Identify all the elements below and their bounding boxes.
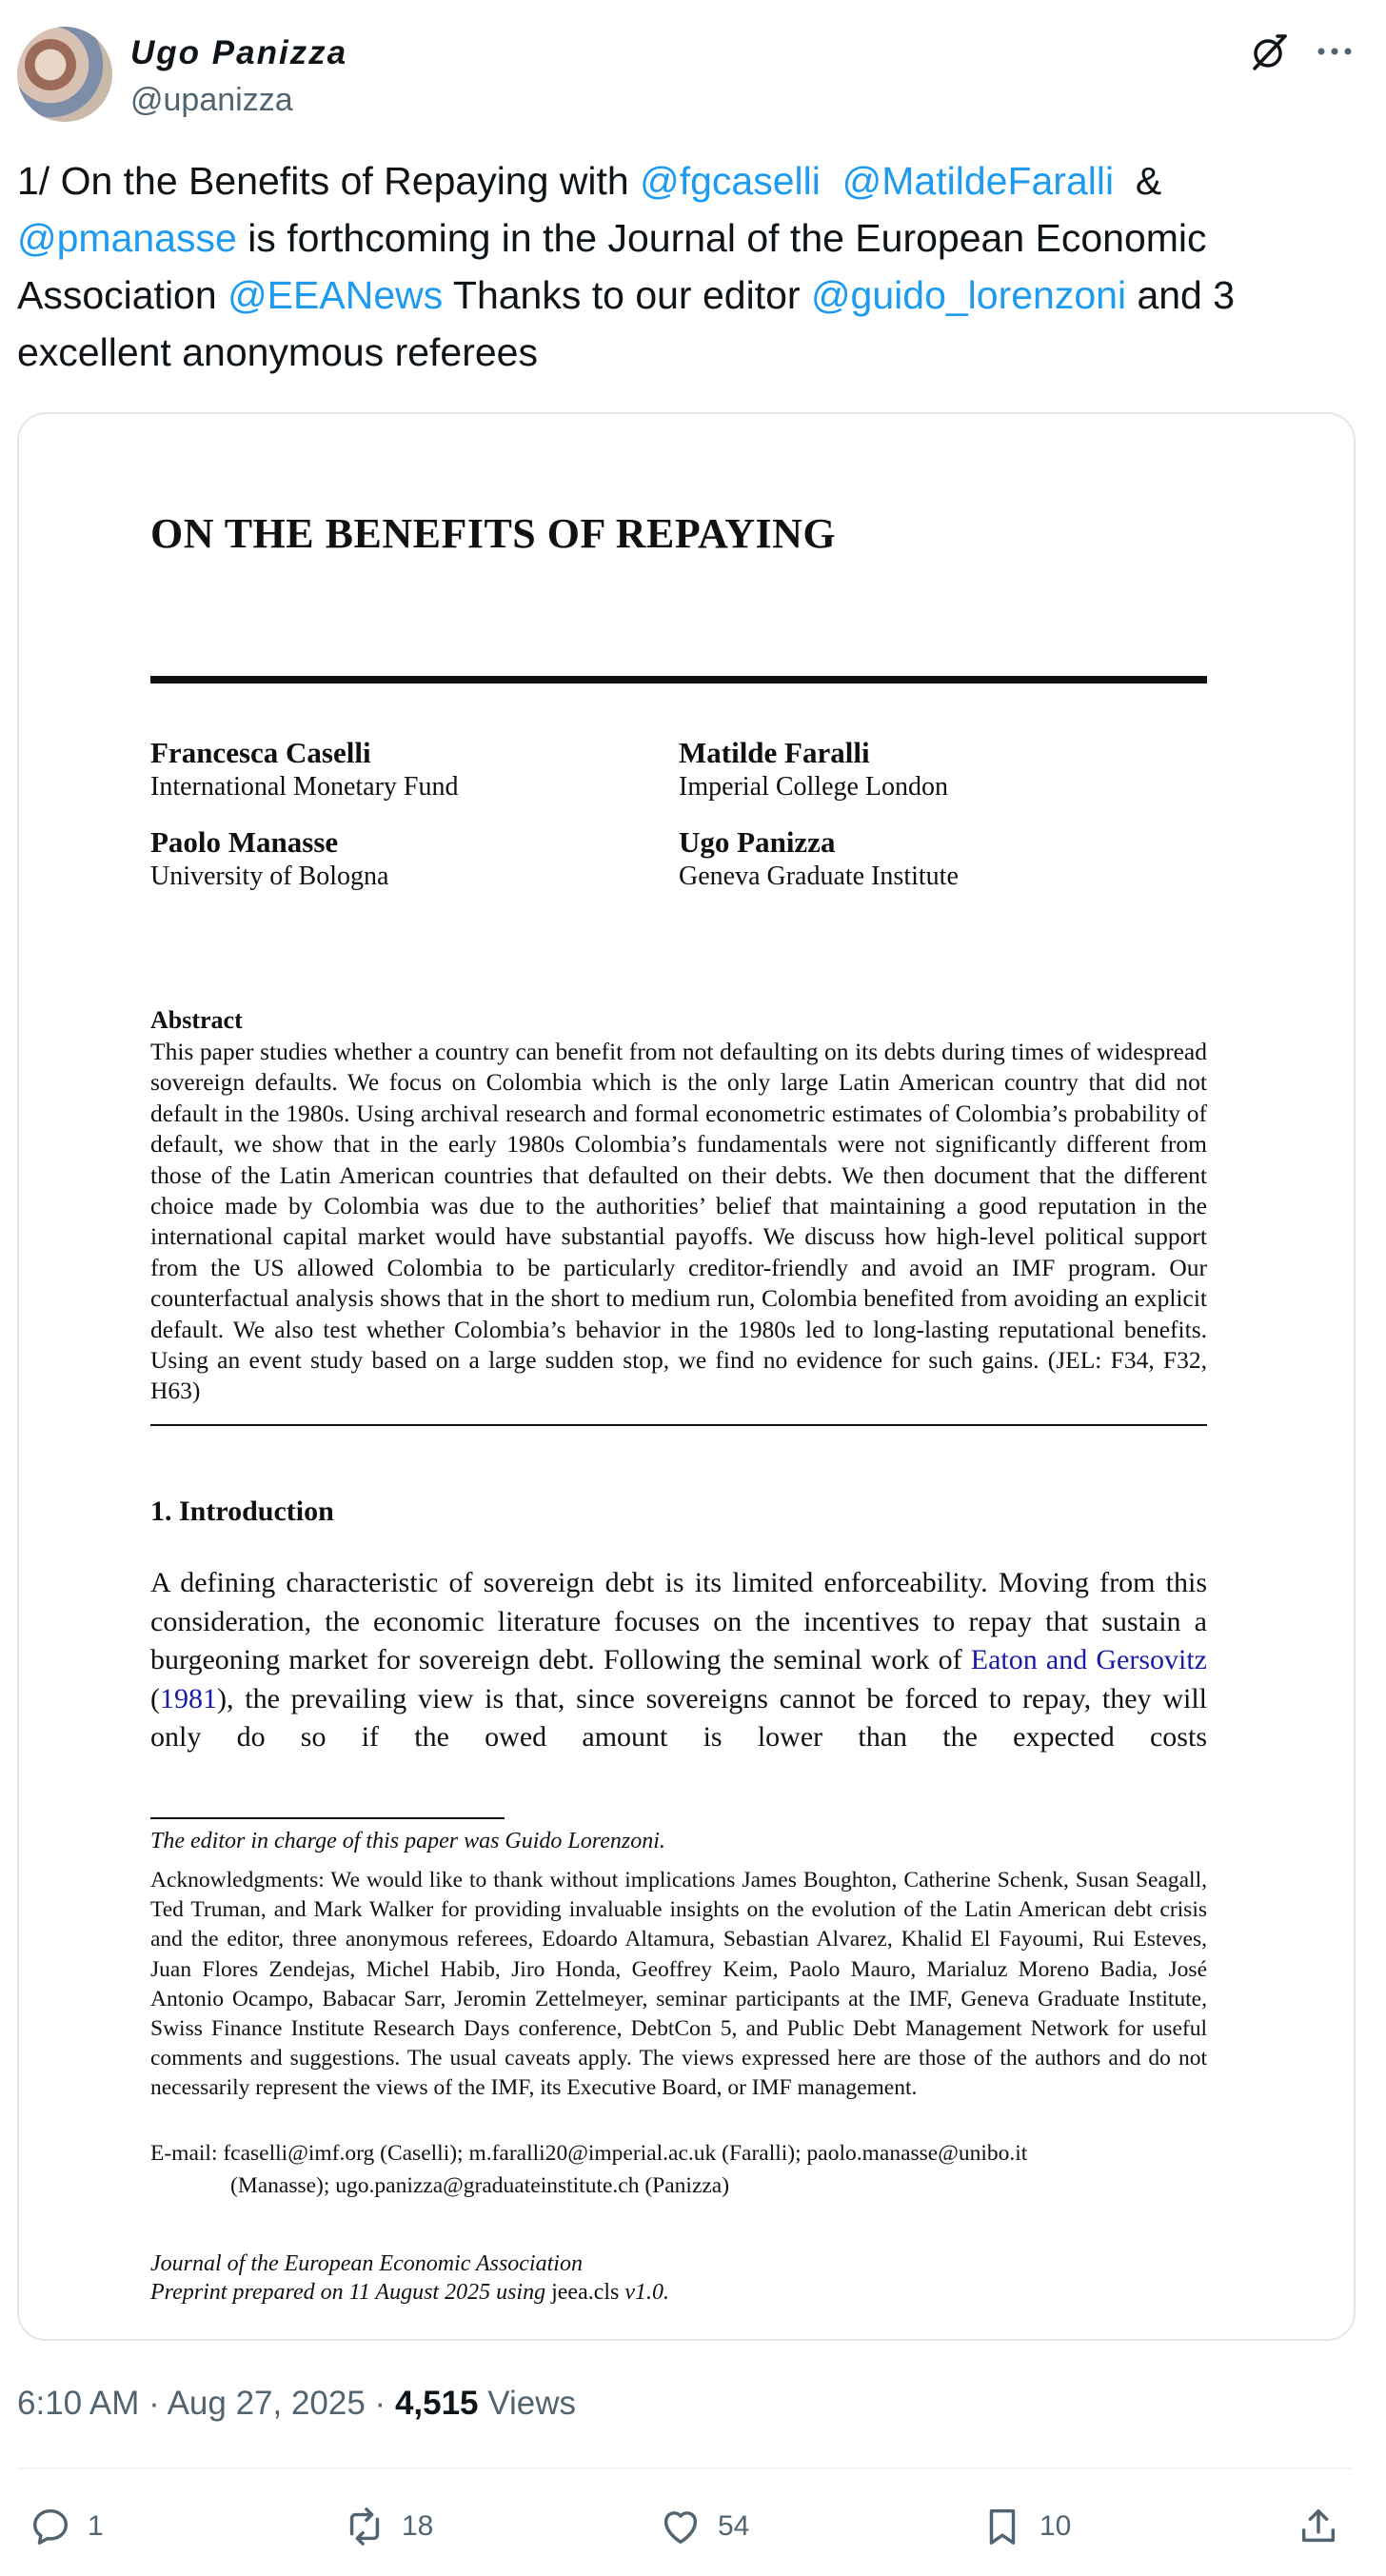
footnote-rule	[150, 1817, 505, 1819]
author-name: Paolo Manasse	[150, 825, 339, 859]
avatar[interactable]	[17, 27, 112, 122]
abstract-text: This paper studies whether a country can benefit from not defaulting on its debts during times of widespread sovereign defaults. We focus on Colombia which is the only large Latin American country that did not default in the 1980s. Using archival research and formal econometric estimates of Colombia’s probability of default, we show that in the early 1980s Colombia’s fundamentals were not significantly different from those of the Latin American countries that defaulted on their debts. We then document that the different choice made by Colombia was due to the authorities’ belief that maintaining a good reputation in the international capital market would have substantial payoffs. We discuss how high-level political support from the US allowed Colombia to be particularly creditor-friendly and avoid an IMF program. Our counterfactual analysis shows that in the short to medium run, Colombia benefited from avoiding an explicit default. We also test whether Colombia’s behavior in the 1980s led to long-lasting reputational benefits. Using an event study based on a large sudden stop, we find no evidence for such gains. (JEL: F34, F32, H63)	[150, 1038, 1207, 1405]
mention-guido-lorenzoni[interactable]: @guido_lorenzoni	[810, 273, 1127, 317]
mention-eeanews[interactable]: @EEANews	[228, 273, 444, 317]
author-affiliation: International Monetary Fund	[150, 772, 459, 802]
tweet-text: 1/ On the Benefits of Repaying with @fgcaselli @MatildeFaralli & @pmanasse is forthcoming in the Journal of the European Economic Association @EEANews Thanks to our editor @guido_lorenzoni and 3 excellent anonymous referees	[17, 159, 1236, 374]
author-name: Francesca Caselli	[150, 736, 371, 769]
tweet-meta	[17, 2385, 576, 2423]
footnote-acknowledgments: Acknowledgments: We would like to thank without implications James Boughton, Catherine Schenk, Susan Seagall, Ted Truman, and Mark Walker for providing invaluable insights on the evolution of the Latin American debt crisis and the editor, three anonymous referees, Edoardo Altamura, Sebastian Alvarez, Khalid El Fayoumi, Rui Esteves, Juan Flores Zendejas, Michel Habib, Jiro Honda, Geoffrey Keim, Paolo Mauro, Marialuz Moreno Badia, José Antonio Ocampo, Babacar Sarr, Jeromin Zettelmeyer, seminar participants at the IMF, Geneva Graduate Institute, Swiss Finance Institute Research Days conference, DebtCon 5, and Public Debt Management Network for useful comments and suggestions. The usual caveats apply. The views expressed here are those of the authors and do not necessarily represent the views of the IMF, its Executive Board, or IMF management.	[150, 1868, 1207, 2101]
share-icon	[1297, 2505, 1340, 2548]
views-label: Views	[478, 2385, 576, 2422]
share-button[interactable]	[1297, 2498, 1356, 2555]
journal-name: Journal of the European Economic Association	[150, 2251, 583, 2276]
author-affiliation: Geneva Graduate Institute	[679, 862, 959, 891]
author-affiliation: University of Bologna	[150, 862, 389, 891]
author-name: Matilde Faralli	[679, 736, 870, 769]
citation-link: Eaton and Gersovitz	[970, 1644, 1207, 1675]
paper-page	[19, 414, 1354, 2339]
repost-count: 18	[402, 2510, 434, 2542]
mention-matildefaralli[interactable]: @MatildeFaralli	[842, 159, 1115, 203]
more-options-icon[interactable]	[1312, 32, 1357, 70]
footnote-email: E-mail: fcaselli@imf.org (Caselli); m.faralli20@imperial.ac.uk (Faralli); paolo.manasse@unibo.it	[150, 2141, 1028, 2166]
display-name[interactable]: Ugo Panizza	[130, 34, 348, 71]
divider	[17, 2467, 1352, 2469]
title-rule	[150, 676, 1207, 684]
footnote-editor: The editor in charge of this paper was Guido Lorenzoni.	[150, 1829, 665, 1853]
author-name: Ugo Panizza	[679, 825, 836, 859]
user-handle[interactable]: @upanizza	[130, 82, 293, 118]
media-image[interactable]	[17, 412, 1356, 2341]
like-count: 54	[718, 2510, 750, 2542]
abstract-rule	[150, 1424, 1207, 1426]
bookmark-button[interactable]	[980, 2498, 1071, 2555]
abstract-heading: Abstract	[150, 1006, 243, 1034]
intro-paragraph: A defining characteristic of sovereign debt is its limited enforceability. Moving from this consideration, the economic literature focuses on the incentives to repay that sustain a burgeoning market for sovereign debt. Following the seminal work of Eaton and Gersovitz (1981), the prevailing view is that, since sovereigns cannot be forced to repay, they will only do so if the owed amount is lower than the expected costs	[150, 1567, 1207, 1753]
views-count: 4,515	[394, 2385, 479, 2422]
section-heading: 1. Introduction	[150, 1496, 334, 1527]
citation-year: 1981	[160, 1682, 217, 1714]
mention-pmanasse[interactable]: @pmanasse	[17, 216, 237, 260]
bookmark-count: 10	[1040, 2510, 1072, 2542]
reply-icon	[29, 2505, 72, 2548]
timestamp[interactable]: 6:10 AM · Aug 27, 2025 ·	[17, 2385, 395, 2422]
repost-button[interactable]	[343, 2498, 433, 2555]
like-button[interactable]	[659, 2498, 749, 2555]
preprint-note: Preprint prepared on 11 August 2025 using jeea.cls v1.0.	[150, 2280, 670, 2305]
heart-icon	[659, 2505, 703, 2548]
reply-button[interactable]	[29, 2498, 104, 2555]
author-affiliation: Imperial College London	[679, 772, 949, 802]
mention-fgcaselli[interactable]: @fgcaselli	[640, 159, 821, 203]
repost-icon	[343, 2505, 386, 2548]
footnote-email-continued: (Manasse); ugo.panizza@graduateinstitute.ch (Panizza)	[230, 2173, 730, 2198]
grok-icon[interactable]	[1247, 29, 1293, 74]
bookmark-icon	[980, 2505, 1024, 2548]
reply-count: 1	[88, 2510, 104, 2542]
paper-title: ON THE BENEFITS OF REPAYING	[150, 510, 837, 557]
